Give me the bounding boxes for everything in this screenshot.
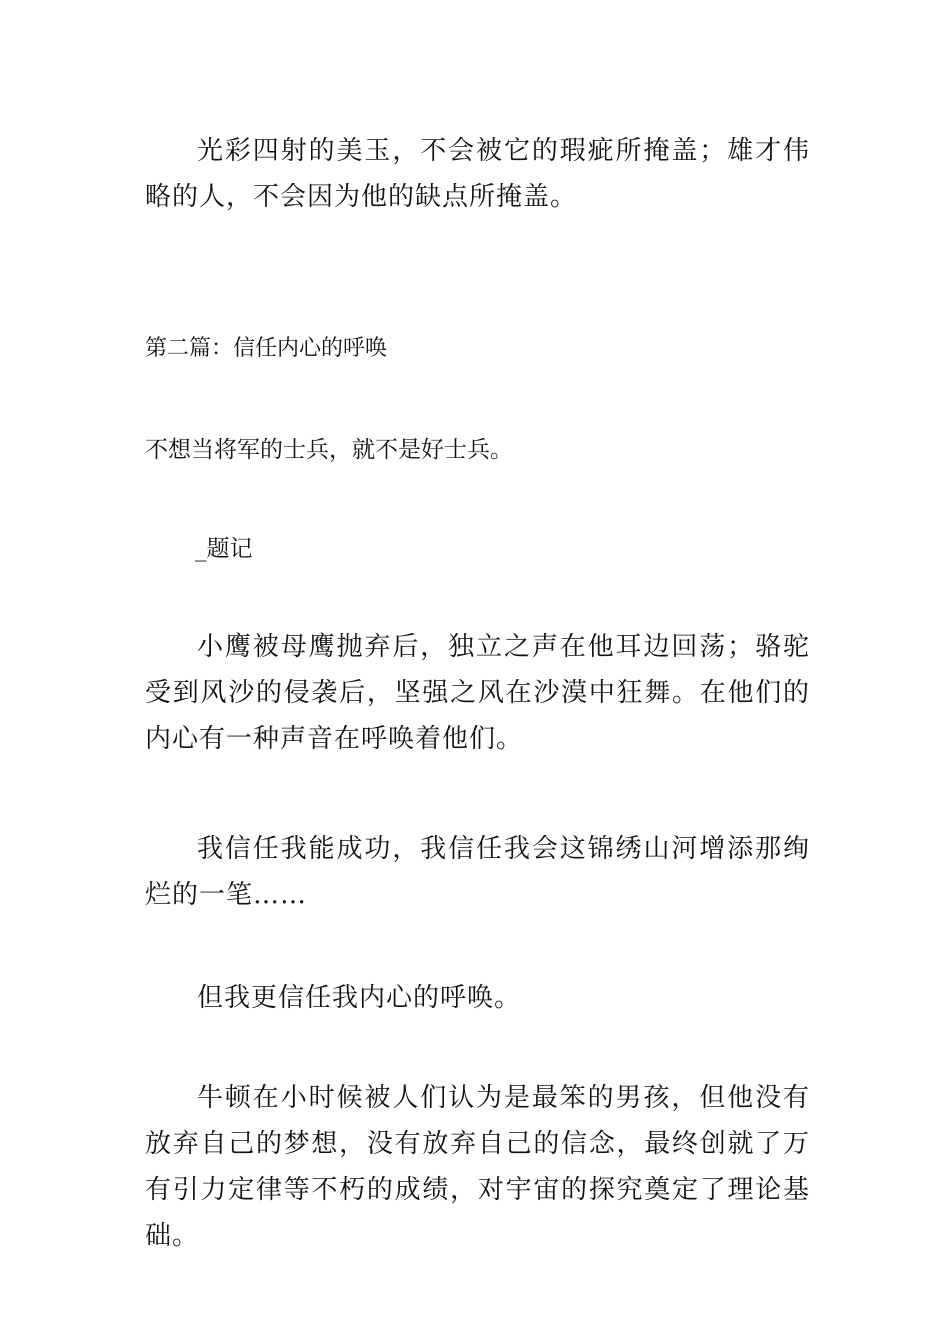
section-heading: 第二篇：信任内心的呼唤 (145, 336, 388, 361)
epigraph-quote: 不想当将军的士兵，就不是好士兵。 (145, 437, 513, 463)
epigraph-label: _题记 (195, 536, 253, 562)
paragraph-newton: 牛顿在小时候被人们认为是最笨的男孩，但他没有放弃自己的梦想，没有放弃自己的信念，最终创就了万有引力定律等不朽的成绩，对宇宙的探究奠定了理论基础。 (145, 1083, 810, 1251)
paragraph-trust-success: 我信任我能成功，我信任我会这锦绣山河增添那绚烂的一笔…… (145, 834, 810, 910)
paragraph-eagle-camel: 小鹰被母鹰抛弃后，独立之声在他耳边回荡；骆驼受到风沙的侵袭后，坚强之风在沙漠中狂舞。在他们的内心有一种声音在呼唤着他们。 (145, 632, 810, 754)
paragraph-inner-call: 但我更信任我内心的呼唤。 (197, 983, 522, 1013)
paragraph-jade: 光彩四射的美玉，不会被它的瑕疵所掩盖；雄才伟略的人，不会因为他的缺点所掩盖。 (145, 136, 810, 212)
